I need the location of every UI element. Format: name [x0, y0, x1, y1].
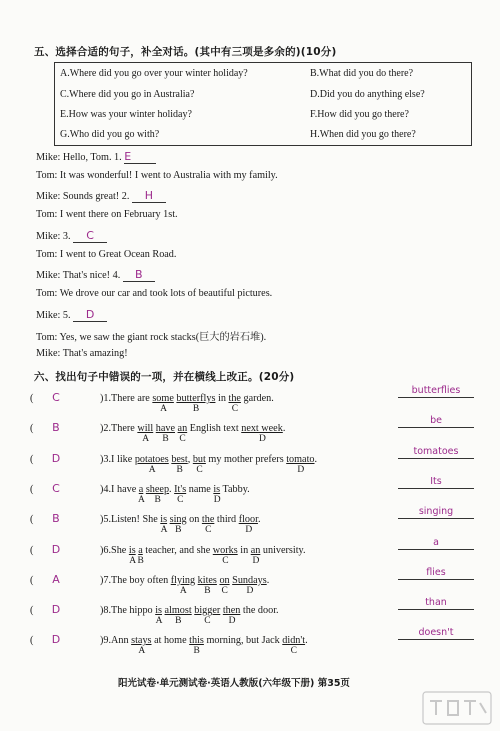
dialog-line-10: Tom: Yes, we saw the giant rock stacks(巨大的岩石堆). — [36, 332, 267, 343]
option-letter: C — [177, 494, 184, 505]
question-sentence: She is a teacher, and she works in an university. — [111, 544, 306, 556]
section6-heading: 六、找出句子中错误的一项，并在横线上改正。(20分) — [34, 371, 295, 383]
option-letter: A — [138, 494, 145, 505]
option-letter: D — [259, 434, 266, 445]
handwritten-answer: D — [51, 451, 61, 465]
underlined-option: the — [228, 393, 241, 404]
correction-blank[interactable]: flies — [398, 567, 474, 580]
question-sentence: Ann stays at home this morning, but Jack didn't. — [111, 635, 308, 647]
dialog-line-3: Mike: Sounds great! 2. H — [36, 189, 166, 203]
option-letter: C — [196, 464, 203, 475]
option-letter: A — [138, 646, 146, 657]
underlined-option: next week — [241, 423, 283, 435]
question-row — [30, 573, 269, 586]
dialog-line-6: Tom: I went to Great Ocean Road. — [36, 249, 177, 260]
option-letter: C — [221, 585, 228, 596]
answer-paren[interactable]: ( B — [30, 512, 100, 525]
question-number: )8. — [100, 605, 112, 617]
option-letter: B — [192, 404, 200, 414]
correction-blank[interactable]: butterflies — [398, 385, 474, 398]
underlined-option: is — [128, 544, 136, 556]
underlined-option: on — [219, 574, 230, 586]
underlined-option: potatoes — [134, 453, 169, 465]
dialog-line-2: Tom: It was wonderful! I went to Australia with my family. — [36, 170, 278, 181]
underlined-option: works — [212, 544, 238, 556]
question-sentence: Listen! She is sing on the third floor. — [111, 514, 261, 526]
question-sentence: There are some butterflys in the garden. — [111, 393, 274, 404]
option-letter: B — [162, 434, 169, 445]
options-box — [54, 62, 472, 146]
option-letter: C — [205, 525, 212, 536]
option-letter: C — [231, 404, 239, 414]
answer-paren[interactable]: ( A — [30, 573, 100, 586]
handwritten-answer: D — [51, 633, 61, 647]
option-letter: A — [160, 525, 168, 536]
dialog-line-11: Mike: That's amazing! — [36, 348, 128, 359]
correction-blank[interactable]: doesn't — [398, 627, 474, 640]
question-sentence: I have a sheep. It's name is Tabby. — [111, 483, 250, 495]
underlined-option: the — [201, 514, 215, 526]
handwritten-answer: B — [52, 512, 60, 526]
underlined-option: Sundays — [232, 574, 267, 586]
option-b: B.What did you do there? — [310, 68, 414, 79]
underlined-option: floor — [238, 514, 258, 526]
option-letter: C — [179, 434, 186, 445]
option-letter: A — [179, 585, 187, 596]
option-letter: B — [175, 525, 182, 536]
option-letter: B — [204, 585, 211, 596]
underlined-option: flying — [170, 574, 196, 586]
option-a: A.Where did you go over your winter holiday? — [60, 68, 248, 79]
underlined-option: a — [138, 483, 144, 495]
underlined-option: didn't — [282, 635, 306, 647]
question-number: )7. — [100, 574, 112, 586]
option-letter: D — [213, 494, 221, 505]
correction-blank[interactable]: Its — [398, 476, 474, 489]
answer-blank[interactable]: D — [73, 308, 107, 322]
underlined-option: have — [155, 423, 175, 435]
option-letter: A — [155, 616, 163, 627]
option-letter: B — [137, 555, 144, 566]
option-letter: B — [176, 464, 183, 475]
handwritten-answer: C — [52, 391, 60, 404]
underlined-option: is — [155, 605, 162, 617]
correction-blank[interactable]: be — [398, 415, 474, 428]
question-row — [30, 633, 308, 646]
question-sentence: The hippo is almost bigger then the door. — [111, 605, 279, 617]
option-letter: A — [160, 404, 167, 414]
option-h: H.When did you go there? — [310, 129, 416, 140]
handwritten-answer: B — [52, 421, 60, 435]
option-g: G.Who did you go with? — [60, 129, 160, 140]
underlined-option: this — [189, 635, 204, 647]
underlined-option: but — [192, 453, 206, 465]
watermark-logo — [422, 691, 492, 725]
underlined-option: bigger — [194, 605, 221, 617]
option-letter: D — [297, 464, 305, 475]
option-letter: B — [193, 646, 200, 657]
correction-blank[interactable]: a — [398, 537, 474, 550]
dialog-line-1: Mike: Hello, Tom. 1. E — [36, 150, 156, 164]
underlined-option: best — [171, 453, 188, 465]
option-e: E.How was your winter holiday? — [60, 109, 192, 120]
underlined-option: then — [222, 605, 241, 617]
question-row — [30, 452, 317, 465]
question-row — [30, 512, 260, 525]
question-number: )2. — [100, 423, 112, 435]
underlined-option: some — [152, 393, 174, 404]
correction-blank[interactable]: tomatoes — [398, 446, 474, 459]
underlined-option: almost — [164, 605, 192, 617]
question-row — [30, 391, 274, 404]
answer-blank[interactable]: C — [73, 229, 107, 243]
option-letter: D — [246, 585, 254, 596]
underlined-option: is — [213, 483, 221, 495]
answer-paren[interactable]: ( D — [30, 603, 100, 616]
handwritten-answer: D — [51, 542, 61, 556]
option-letter: B — [154, 494, 161, 505]
dialog-line-5: Mike: 3. C — [36, 229, 107, 243]
option-letter: A — [148, 464, 156, 475]
option-letter: D — [245, 525, 253, 536]
option-letter: C — [290, 646, 298, 657]
underlined-option: kites — [197, 574, 217, 586]
question-number: )1. — [100, 393, 112, 404]
question-row — [30, 421, 285, 434]
handwritten-answer: D — [51, 603, 61, 617]
option-letter: A — [129, 555, 137, 566]
answer-paren[interactable]: ( C — [30, 482, 100, 495]
underlined-option: will — [137, 423, 154, 435]
answer-paren[interactable]: ( D — [30, 633, 100, 646]
page-footer: 阳光试卷·单元测试卷·英语人教版(六年级下册) 第35页 — [118, 678, 350, 689]
dialog-line-7: Mike: That's nice! 4. B — [36, 268, 155, 282]
question-number: )3. — [100, 453, 112, 465]
underlined-option: It's — [174, 483, 187, 495]
option-letter: D — [228, 616, 236, 627]
question-sentence: The boy often flying kites on Sundays. — [111, 574, 270, 586]
question-number: )4. — [100, 483, 112, 495]
option-letter: D — [252, 555, 260, 566]
dialog-line-9: Mike: 5. D — [36, 308, 107, 322]
answer-blank[interactable]: B — [123, 268, 155, 282]
option-c: C.Where did you go in Australia? — [60, 89, 195, 100]
underlined-option: tomato — [286, 453, 315, 465]
option-letter: C — [222, 555, 229, 566]
answer-paren[interactable]: ( D — [30, 543, 100, 556]
underlined-option: sheep — [145, 483, 170, 495]
dialog-line-4: Tom: I went there on February 1st. — [36, 209, 178, 220]
option-d: D.Did you do anything else? — [310, 89, 425, 100]
question-number: )9. — [100, 635, 112, 647]
underlined-option: an — [177, 423, 188, 435]
underlined-option: stays — [131, 635, 152, 647]
question-row — [30, 482, 250, 495]
option-letter: B — [175, 616, 182, 627]
option-letter: A — [142, 434, 150, 445]
question-number: )5. — [100, 514, 112, 526]
option-letter: C — [204, 616, 211, 627]
handwritten-answer: C — [52, 481, 60, 495]
answer-paren[interactable]: ( B — [30, 421, 100, 434]
correction-blank[interactable]: singing — [398, 506, 474, 519]
underlined-option: butterflys — [176, 393, 216, 404]
underlined-option: an — [250, 544, 261, 556]
question-number: )6. — [100, 544, 112, 556]
answer-blank[interactable]: E — [124, 150, 156, 164]
question-sentence: I like potatoes best, but my mother prefers tomato. — [111, 453, 318, 465]
underlined-option: sing — [169, 514, 187, 526]
handwritten-answer: A — [52, 572, 60, 586]
dialog-line-8: Tom: We drove our car and took lots of beautiful pictures. — [36, 288, 273, 299]
answer-paren[interactable]: ( D — [30, 452, 100, 465]
underlined-option: a — [138, 544, 143, 556]
answer-blank[interactable]: H — [132, 189, 166, 203]
correction-blank[interactable]: than — [398, 597, 474, 610]
question-row — [30, 543, 306, 556]
answer-paren[interactable]: ( C — [30, 391, 100, 404]
question-sentence: There will have an English text next week. — [111, 423, 286, 435]
question-row — [30, 603, 279, 616]
underlined-option: is — [160, 514, 168, 526]
section5-heading: 五、选择合适的句子，补全对话。(其中有三项是多余的)(10分) — [34, 46, 337, 58]
option-f: F.How did you go there? — [310, 109, 409, 120]
